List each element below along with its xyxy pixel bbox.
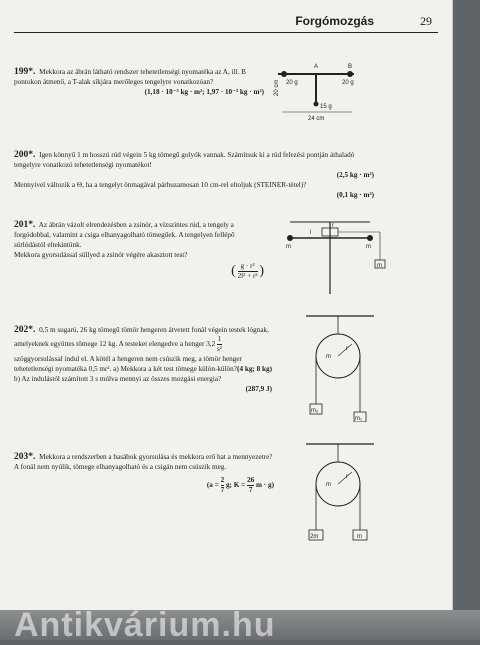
- mass-a: [281, 71, 287, 77]
- svg-text:r: r: [332, 223, 334, 229]
- svg-text:m₂: m₂: [311, 408, 319, 414]
- problem-number: 199*.: [14, 67, 36, 77]
- watermark: Antikvárium.hu: [14, 606, 276, 644]
- svg-text:m: m: [326, 482, 331, 488]
- svg-text:m: m: [377, 263, 382, 269]
- problem-199: [14, 67, 264, 97]
- svg-text:m: m: [357, 534, 362, 540]
- label-len-h: 24 cm: [308, 116, 325, 122]
- svg-text:r: r: [346, 474, 348, 480]
- label-m2: 20 g: [342, 80, 354, 86]
- answer: (1,18 · 10⁻³ kg · m²; 1,97 · 10⁻³ kg · m²): [144, 88, 264, 97]
- page-header: [14, 10, 438, 33]
- label-m3: 15 g: [320, 104, 332, 110]
- problem-text: Mekkora az ábrán látható rendszer tehetetlenségi nyomatéka az A, ill. B pontokon átmenő, a T-alak síkjára merőleges tengelyre vonatkozóan?: [14, 68, 246, 87]
- svg-text:2m: 2m: [310, 534, 319, 540]
- mass-bottom: [314, 102, 319, 107]
- label-m1: 20 g: [286, 80, 298, 86]
- figure-pulley-203: [300, 440, 380, 550]
- figure-pulley-202: [300, 312, 380, 422]
- svg-text:l: l: [310, 230, 312, 236]
- svg-text:m₁: m₁: [355, 416, 363, 422]
- svg-text:m: m: [326, 354, 331, 360]
- problem-200: 200*. Igen könnyű 1 m hosszú rúd végein 5 kg tömegű golyók vannak. Számítsuk ki a rúd felezési pontján áthaladó tengelyre vonatkozó tehetetlenségi nyomatékot! (2,5 kg · m²) Mennyivel változik a Θ, ha a tengelyt önmagával párhuzamosan 10 cm-rel eltoljuk (STEINER-tétel)? (0,1 kg · m²): [14, 150, 374, 200]
- label-len-v: 20 cm: [274, 79, 280, 96]
- problem-202: 202*. 0,5 m sugarú, 26 kg tömegű tömör hengeren átvetett fonál végein testek lógnak, amelyeknek együttes tömege 12 kg. A testeket elengedve a henger 3,2 $\frac{1}{\text{s²}}$ szöggyorsulással indul el. A kötél a hengeren nem csúszik meg, a tömör henger tehetetlenségi nyomatéka 0,5 mr². a) Mekkora a két test tömege külön-külön? (4 kg; 8 kg) b) Az indulástól számított 3 s múlva mennyi az összes mozgási energia? (287,9 J): [14, 325, 272, 394]
- problem-203: 203*. Mekkora a rendszerben a hasábok gyorsulása és mekkora erő hat a mennyezetre? A fonál nem nyúlik, tömege elhanyagolható és a csigán nem csúszik meg. (a = $\frac{2}{7}$ g; K = $\frac{26}{7}$ m · g): [14, 452, 274, 495]
- svg-text:m: m: [366, 244, 371, 250]
- figure-rotating-drum: [270, 218, 390, 298]
- label-a: A: [314, 64, 319, 70]
- page-number: 29: [420, 14, 432, 28]
- chapter-title: Forgómozgás: [295, 14, 374, 28]
- problem-201: 201*. Az ábrán vázolt elrendezésben a zsinór, a vízszintes rúd, a tengely a forgódobbal, valamint a csiga elhanyagolható tömegűek. A tengelyen fellépő súrlódástól eltekintünk. Mekkora gyorsulással süllyed a zsinór végére akasztott test? ( $\frac{\text{g · r²}}{\text{2l² + r²}}$ ): [14, 220, 264, 281]
- figure-t-shape: [268, 60, 388, 124]
- label-b: B: [348, 64, 353, 70]
- svg-text:m: m: [286, 244, 291, 250]
- svg-text:r: r: [346, 346, 348, 352]
- mass-b: [347, 71, 353, 77]
